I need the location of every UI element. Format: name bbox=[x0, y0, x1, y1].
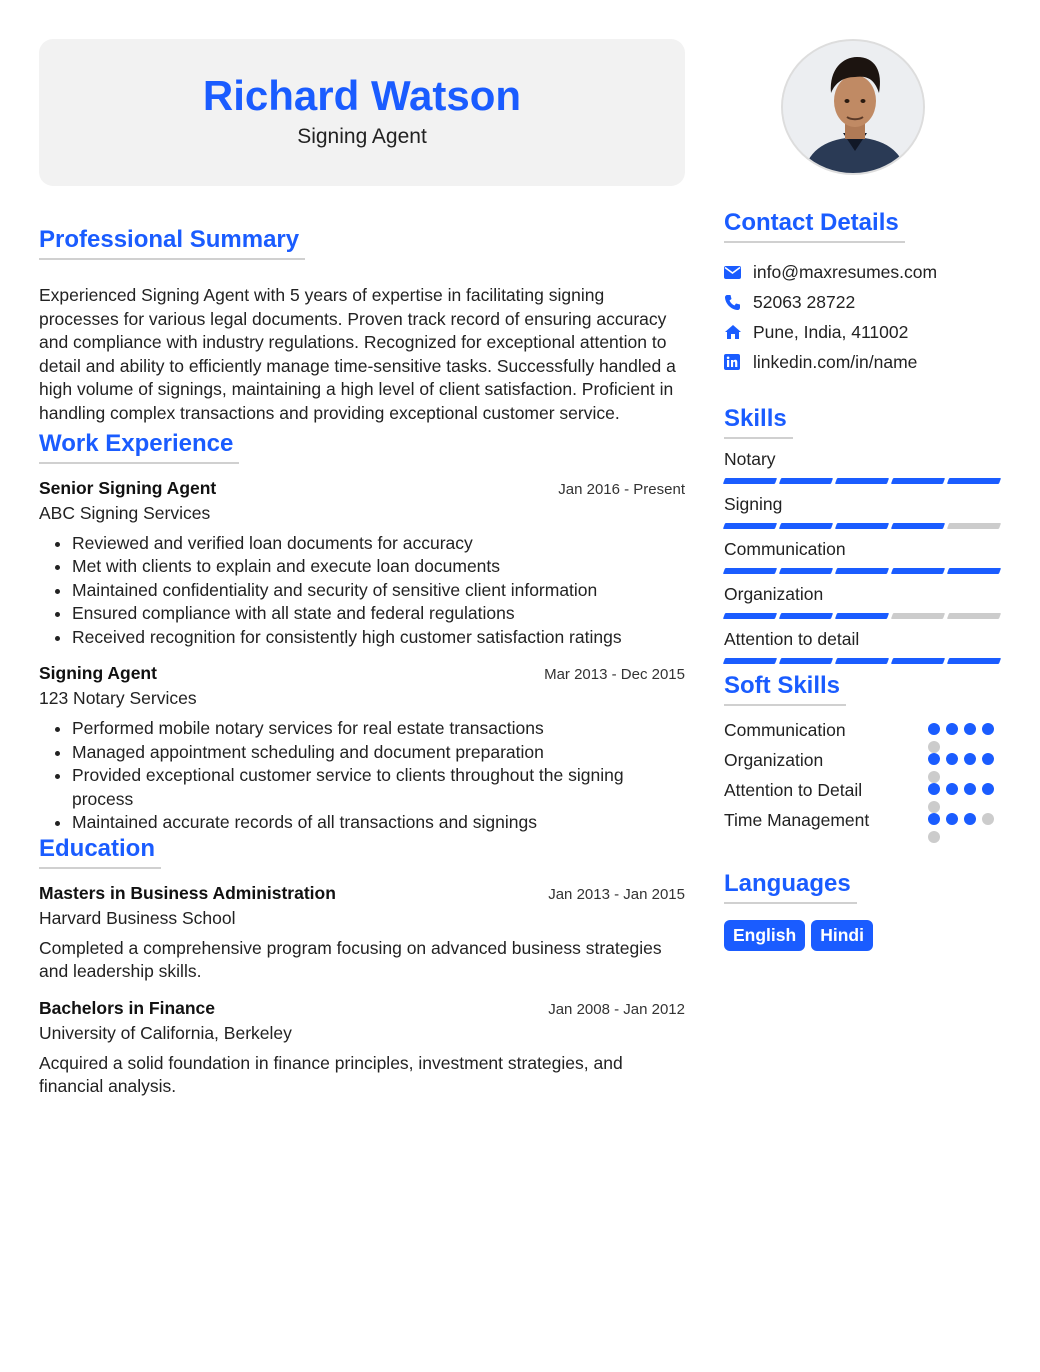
skill-bar-segment bbox=[835, 658, 889, 664]
education-entry bbox=[39, 883, 685, 984]
skill-bar-segment bbox=[723, 613, 777, 619]
languages-list bbox=[724, 920, 1004, 951]
skill-bar-segment bbox=[947, 568, 1001, 574]
job-bullet: • Maintained accurate records of all transactions and signings bbox=[72, 811, 685, 835]
skill-name: Communication bbox=[724, 539, 846, 559]
skill-bar-segment bbox=[835, 523, 889, 529]
skill-bar-segment bbox=[891, 658, 945, 664]
job-bullet: • Managed appointment scheduling and document preparation bbox=[72, 741, 685, 765]
skill-item bbox=[724, 539, 1004, 574]
education-desc: Acquired a solid foundation in finance principles, investment strategies, and financial analysis. bbox=[39, 1052, 623, 1097]
skill-bar-segment bbox=[891, 478, 945, 484]
school: Harvard Business School bbox=[39, 907, 236, 928]
job-bullets bbox=[39, 717, 685, 835]
skill-bar-segment bbox=[835, 613, 889, 619]
candidate-name: Richard Watson bbox=[202, 72, 522, 119]
soft-skill-dot bbox=[928, 723, 940, 735]
skill-name: Signing bbox=[724, 494, 783, 514]
job-bullets bbox=[39, 532, 685, 650]
job-role: Senior Signing Agent bbox=[39, 477, 217, 498]
skill-bar-segment bbox=[779, 568, 833, 574]
education-date: Jan 2013 - Jan 2015 bbox=[548, 885, 685, 903]
contact-list bbox=[724, 257, 1004, 377]
skill-item bbox=[724, 449, 1004, 484]
skill-bar-segment bbox=[723, 568, 777, 574]
contact-linkedin[interactable] bbox=[724, 347, 1004, 377]
skill-bar-segment bbox=[947, 478, 1001, 484]
skill-bar-segment bbox=[723, 523, 777, 529]
school: University of California, Berkeley bbox=[39, 1022, 292, 1043]
header bbox=[39, 39, 685, 186]
skill-bar bbox=[724, 658, 1004, 664]
soft-skills-list bbox=[724, 720, 1004, 840]
soft-skills-heading: Soft Skills bbox=[724, 672, 846, 706]
soft-skill-dot bbox=[928, 741, 940, 753]
skill-bar-segment bbox=[891, 568, 945, 574]
contact-email[interactable] bbox=[724, 257, 1004, 287]
profile-photo bbox=[783, 41, 925, 175]
soft-skill-dot bbox=[946, 753, 958, 765]
avatar bbox=[781, 39, 925, 175]
languages-heading: Languages bbox=[724, 870, 857, 904]
linkedin-icon bbox=[724, 354, 753, 370]
soft-skill-dot bbox=[964, 813, 976, 825]
degree: Bachelors in Finance bbox=[39, 997, 216, 1018]
main-column bbox=[39, 39, 685, 1099]
job-entry bbox=[39, 478, 685, 650]
skills-heading: Skills bbox=[724, 405, 793, 439]
skill-item bbox=[724, 494, 1004, 529]
education-entry bbox=[39, 998, 685, 1099]
soft-skill-item bbox=[724, 720, 1004, 750]
contact-phone-text: 52063 28722 bbox=[753, 291, 856, 312]
skill-bar bbox=[724, 613, 1004, 619]
skill-bar-segment bbox=[779, 613, 833, 619]
skill-name: Organization bbox=[724, 584, 824, 604]
skill-bar-segment bbox=[779, 658, 833, 664]
skill-bar-segment bbox=[779, 478, 833, 484]
skill-name: Attention to detail bbox=[724, 629, 860, 649]
sidebar bbox=[724, 39, 1004, 951]
soft-skill-dot bbox=[928, 813, 940, 825]
skill-bar-segment bbox=[835, 568, 889, 574]
skill-bar bbox=[724, 478, 1004, 484]
skill-bar-segment bbox=[779, 523, 833, 529]
job-bullet: • Maintained confidentiality and security of sensitive client information bbox=[72, 579, 685, 603]
soft-skill-name: Attention to Detail bbox=[724, 780, 863, 800]
skill-bar-segment bbox=[947, 523, 1001, 529]
soft-skill-item bbox=[724, 750, 1004, 780]
job-entry bbox=[39, 663, 685, 835]
job-bullet: • Provided exceptional customer service to clients throughout the signing process bbox=[72, 764, 685, 811]
soft-skill-name: Organization bbox=[724, 750, 824, 770]
candidate-title: Signing Agent bbox=[297, 125, 427, 148]
soft-skill-dot bbox=[982, 753, 994, 765]
soft-skill-dot bbox=[964, 723, 976, 735]
soft-skill-dot bbox=[928, 783, 940, 795]
summary-heading: Professional Summary bbox=[39, 226, 305, 260]
soft-skill-dot bbox=[982, 783, 994, 795]
job-company: ABC Signing Services bbox=[39, 502, 211, 523]
skill-bar-segment bbox=[891, 613, 945, 619]
home-icon bbox=[724, 324, 753, 340]
skill-item bbox=[724, 584, 1004, 619]
job-bullet: • Ensured compliance with all state and federal regulations bbox=[72, 602, 685, 626]
job-company: 123 Notary Services bbox=[39, 688, 197, 709]
language-badge: English bbox=[724, 920, 805, 951]
skill-bar-segment bbox=[723, 478, 777, 484]
degree: Masters in Business Administration bbox=[39, 882, 336, 903]
contact-address bbox=[724, 317, 1004, 347]
skill-bar-segment bbox=[947, 613, 1001, 619]
skill-bar-segment bbox=[835, 478, 889, 484]
soft-skill-item bbox=[724, 810, 1004, 840]
education-desc: Completed a comprehensive program focusing on advanced business strategies and leadership skills. bbox=[39, 937, 662, 982]
soft-skill-dot bbox=[964, 783, 976, 795]
skill-bar-segment bbox=[891, 523, 945, 529]
soft-skill-dot bbox=[928, 771, 940, 783]
soft-skill-dots bbox=[928, 813, 1004, 849]
summary-text: Experienced Signing Agent with 5 years of expertise in facilitating signing processes for various legal documents. Proven track record of ensuring accuracy and compliance with industry regulations. Recognized for exceptional attention to detail and ability to efficiently manage time-sensitive tasks. Successfully handled a high volume of signings, maintaining a high level of client satisfaction. Proficient in handling complex transactions and providing exceptional customer service. bbox=[39, 285, 676, 423]
job-bullet: • Performed mobile notary services for real estate transactions bbox=[72, 717, 685, 741]
contact-email-text: info@maxresumes.com bbox=[753, 261, 938, 282]
soft-skill-dot bbox=[928, 753, 940, 765]
skill-bar bbox=[724, 568, 1004, 574]
skill-bar bbox=[724, 523, 1004, 529]
soft-skill-dot bbox=[982, 723, 994, 735]
job-role: Signing Agent bbox=[39, 663, 157, 684]
soft-skill-dot bbox=[928, 801, 940, 813]
education-heading: Education bbox=[39, 835, 161, 869]
phone-icon bbox=[724, 294, 753, 311]
skill-bar-segment bbox=[947, 658, 1001, 664]
soft-skill-dot bbox=[982, 813, 994, 825]
soft-skill-name: Time Management bbox=[724, 810, 870, 830]
job-date: Jan 2016 - Present bbox=[558, 480, 685, 498]
job-date: Mar 2013 - Dec 2015 bbox=[544, 666, 685, 684]
work-heading: Work Experience bbox=[39, 430, 239, 464]
contact-linkedin-text: linkedin.com/in/name bbox=[753, 351, 918, 372]
contact-heading: Contact Details bbox=[724, 209, 905, 243]
soft-skill-dot bbox=[964, 753, 976, 765]
soft-skill-name: Communication bbox=[724, 720, 846, 740]
contact-address-text: Pune, India, 411002 bbox=[753, 321, 909, 342]
soft-skill-dot bbox=[928, 831, 940, 843]
contact-phone[interactable] bbox=[724, 287, 1004, 317]
skill-name: Notary bbox=[724, 449, 776, 469]
job-bullet: • Reviewed and verified loan documents for accuracy bbox=[72, 532, 685, 556]
soft-skill-item bbox=[724, 780, 1004, 810]
skills-list bbox=[724, 449, 1004, 664]
language-badge: Hindi bbox=[811, 920, 873, 951]
education-date: Jan 2008 - Jan 2012 bbox=[548, 1000, 685, 1018]
skill-item bbox=[724, 629, 1004, 664]
soft-skill-dot bbox=[946, 723, 958, 735]
job-bullet: • Received recognition for consistently high customer satisfaction ratings bbox=[72, 626, 685, 650]
soft-skill-dot bbox=[946, 813, 958, 825]
job-bullet: • Met with clients to explain and execute loan documents bbox=[72, 555, 685, 579]
envelope-icon bbox=[724, 266, 753, 279]
skill-bar-segment bbox=[723, 658, 777, 664]
soft-skill-dot bbox=[946, 783, 958, 795]
